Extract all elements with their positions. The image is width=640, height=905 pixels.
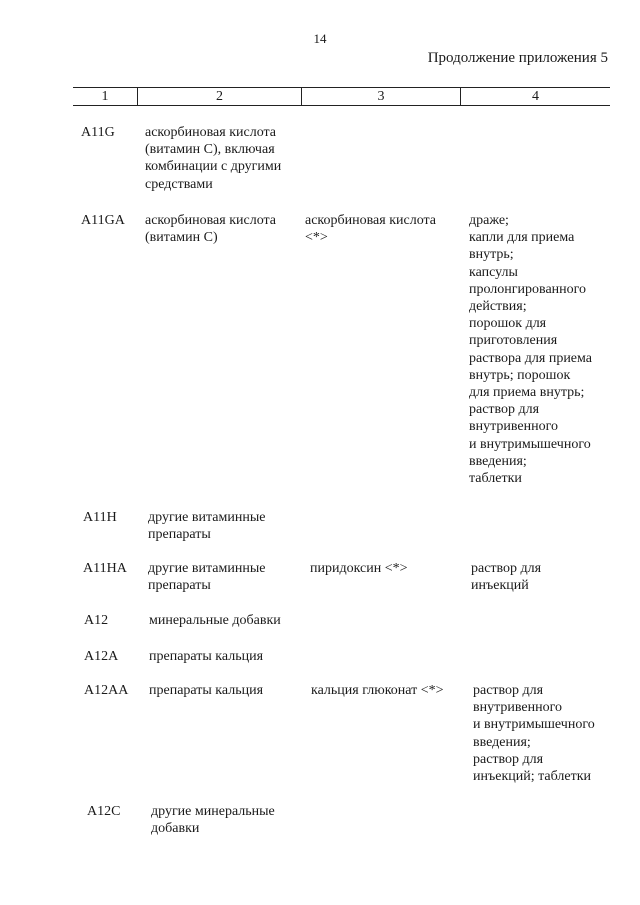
column-header-3: 3 — [301, 88, 460, 105]
row-group: препараты кальция — [149, 649, 264, 664]
column-header-2: 2 — [137, 88, 301, 105]
row-code: A11G — [81, 125, 115, 140]
row-group: препараты кальция — [149, 683, 264, 698]
continuation-title: Продолжение приложения 5 — [427, 50, 608, 66]
row-drug: пиридоксин <*> — [310, 561, 408, 576]
row-forms: драже; капли для приема внутрь; капсулы пролонгированного действия; порошок для приготовления раствора для приема внутрь; порошок для приема внутрь; раствор для внутривенного и внутримышечного введения; таблетки — [469, 213, 592, 487]
row-code: A11H — [83, 510, 117, 525]
column-header-1: 1 — [101, 89, 109, 104]
row-code: A11GA — [81, 213, 125, 228]
row-group: другие витаминные препараты — [148, 561, 266, 594]
row-group: минеральные добавки — [149, 613, 281, 628]
row-code: A12C — [87, 804, 121, 819]
row-drug: кальция глюконат <*> — [311, 683, 444, 698]
column-header-row — [73, 87, 610, 106]
column-header-4: 4 — [460, 88, 610, 105]
row-group: другие витаминные препараты — [148, 510, 266, 543]
row-code: A12 — [84, 613, 109, 628]
row-code: A11HA — [83, 561, 127, 576]
row-forms: раствор для инъекций — [471, 561, 542, 594]
row-drug: аскорбиновая кислота <*> — [305, 213, 437, 246]
row-code: A12A — [84, 649, 119, 664]
row-group: другие минеральные добавки — [151, 804, 275, 837]
row-code: A12AA — [84, 683, 129, 698]
row-forms: раствор для внутривенного и внутримышечного введения; раствор для инъекций; таблетки — [473, 683, 595, 785]
row-group: аскорбиновая кислота (витамин С), включая комбинации с другими средствами — [145, 125, 282, 192]
page-number: 14 — [313, 31, 327, 46]
row-group: аскорбиновая кислота (витамин С) — [145, 213, 277, 246]
